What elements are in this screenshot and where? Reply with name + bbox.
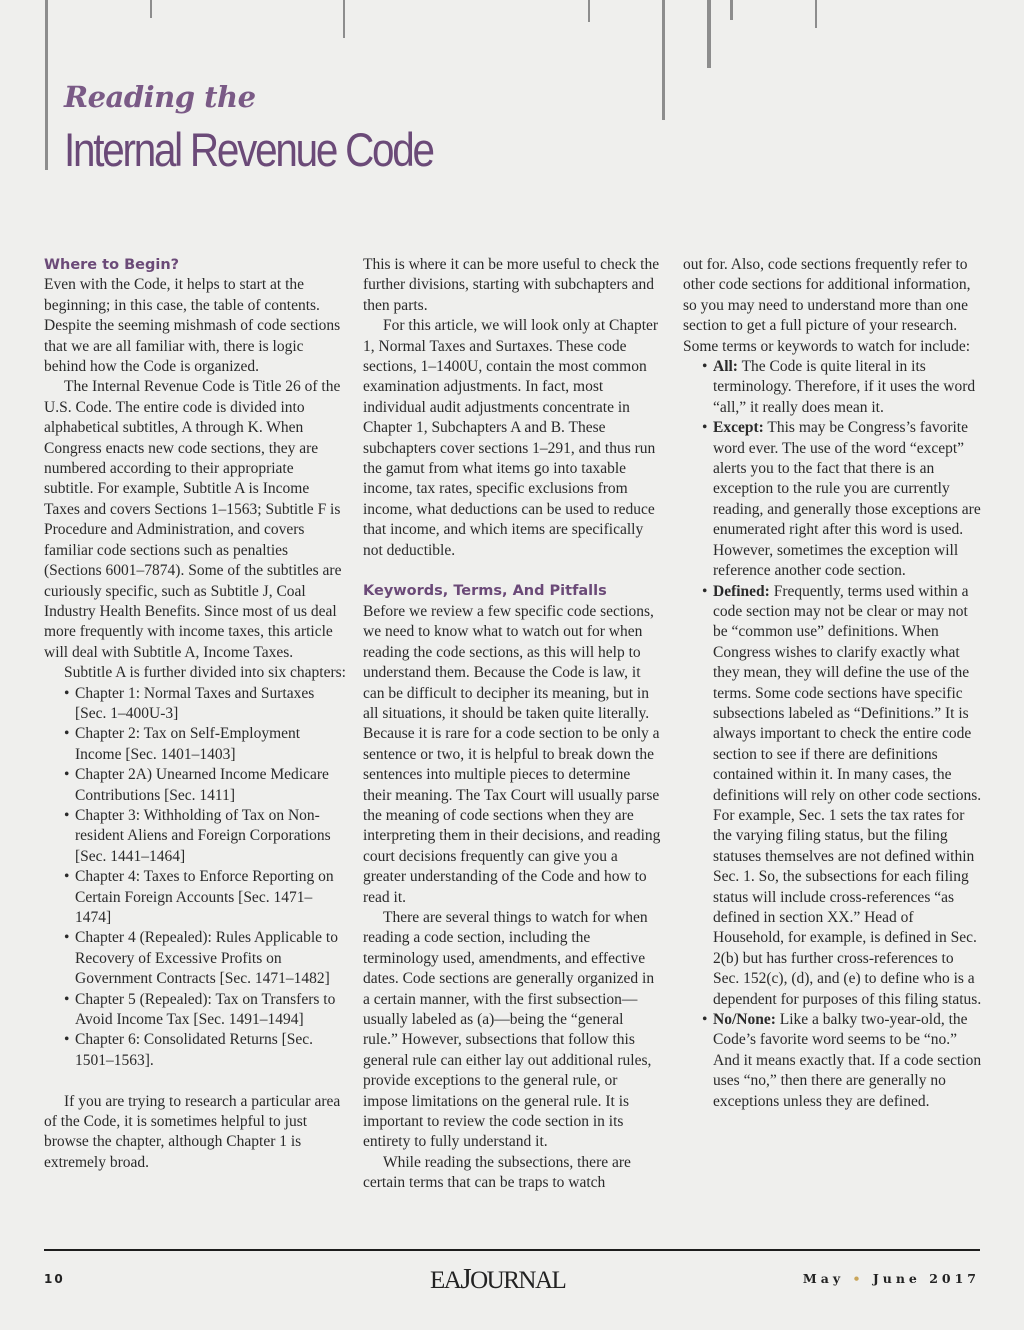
section-heading: Where to Begin? xyxy=(44,257,180,273)
paragraph: For this article, we will look only at Chapter 1, Normal Taxes and Surtaxes. These code sections, 1–1400U, contain the most common examination adjustments. In fact, most individual audit adjustments concentrate in Chapter 1, Subchapters A and B. These subchapters cover sections 1–291, and thus run the gamut from what items go into taxable income, tax rates, specific exclusions from income, what deductions can be used to reduce that income, and which items are specifically not deductible. xyxy=(363,317,659,559)
list-item: • Chapter 4 (Repealed): Rules Applicable to Recovery of Excessive Profits on Government Contracts [Sec. 1471–1482] xyxy=(44,928,346,989)
paragraph: Before we review a few specific code sections, we need to know what to watch out for when reading the code sections, as this will help to understand them. Because the Code is law, it can be difficult to decipher its meaning, but in all situations, it should be taken quite literally. Because it is rare for a code section to be only a sentence or two, it is helpful to break down the sentences into multiple pieces to determine their meaning. The Tax Court will usually parse the meaning of code sections when they are interpreting them in their decisions, and reading court decisions frequently can give you a greater understanding of the Code and how to read it. xyxy=(363,602,661,906)
list-item: • Chapter 4: Taxes to Enforce Reporting on Certain Foreign Accounts [Sec. 1471–1474] xyxy=(44,867,346,928)
keyword-term: All: xyxy=(713,358,738,376)
keyword-text: Like a balky two-year-old, the Code’s favorite word seems to be “no.” And it means exactly that. If a code section uses “no,” then there are generally no exceptions unless they are defined. xyxy=(713,1011,982,1110)
paragraph: If you are trying to research a particular area of the Code, it is sometimes helpful to just browse the chapter, although Chapter 1 is extremely broad. xyxy=(44,1092,341,1171)
logo-ea: EA xyxy=(430,1267,461,1294)
chapter-list xyxy=(44,684,346,1072)
list-item xyxy=(683,357,983,418)
keyword-text: Frequently, terms used within a code section may not be clear or may not be “common use” definitions. When Congress wishes to clarify exactly what they mean, they will define the use of the terms. Some code sections have specific subsections labeled as “Definitions.” It is always important to check the entire code section to see if there are definitions contained within it. In many cases, the definitions will rely on other code sections. For example, Sec. 1 sets the tax rates for the varying filing status, but the filing statuses themselves are not defined within Sec. 1. So, the subsections for each filing status will include cross-references “as defined in section XX.” Head of Household, for example, is defined in Sec. 2(b) but has further cross-references to Sec. 152(c), (d), and (e) to define who is a dependent for purposes of this filing status. xyxy=(713,582,982,1008)
list-item: • Chapter 5 (Repealed): Tax on Transfers to Avoid Income Tax [Sec. 1491–1494] xyxy=(44,990,346,1031)
paragraph: While reading the subsections, there are certain terms that can be traps to watch xyxy=(363,1153,631,1192)
column-1 xyxy=(44,255,346,1173)
paragraph: Subtitle A is further divided into six chapters: xyxy=(64,664,346,682)
paragraph: This is where it can be more useful to check the further divisions, starting with subchapters and then parts. xyxy=(363,256,660,314)
list-item: • Chapter 6: Consolidated Returns [Sec. 1501–1563]. xyxy=(44,1030,346,1071)
logo-j: J xyxy=(460,1263,471,1295)
list-item xyxy=(683,582,983,1011)
list-item: • Chapter 3: Withholding of Tax on Non-resident Aliens and Foreign Corporations [Sec. 1441–1464] xyxy=(44,806,346,867)
spacer xyxy=(44,1071,346,1091)
paragraph: out for. Also, code sections frequently refer to other code sections for additional information, so you may need to understand more than one section to get a full picture of your research. Some terms or keywords to watch for include: xyxy=(683,256,971,355)
decorative-drip xyxy=(150,0,152,18)
list-item: • Chapter 2A) Unearned Income Medicare Contributions [Sec. 1411] xyxy=(44,765,346,806)
keyword-text: The Code is quite literal in its terminology. Therefore, if it uses the word “all,” it really does mean it. xyxy=(713,358,976,416)
paragraph: There are several things to watch for when reading a code section, including the terminology used, amendments, and effective dates. Code sections are generally organized in a certain manner, with the first subsection—usually labeled as (a)—being the “general rule.” However, subsections that follow this general rule can either lay out additional rules, provide exceptions to the general rule, or impose limitations on the general rule. It is important to review the code section in its entirety to fully understand it. xyxy=(363,908,655,1151)
logo-rest: OURNAL xyxy=(470,1267,566,1294)
date-separator: • xyxy=(852,1271,865,1286)
date-month: May xyxy=(802,1271,845,1286)
keyword-list xyxy=(683,357,983,1112)
list-item xyxy=(683,418,983,581)
paragraph: The Internal Revenue Code is Title 26 of the U.S. Code. The entire code is divided into alphabetical subtitles, A through K. When Congress enacts new code sections, they are numbered according to their appropriate subtitle. For example, Subtitle A is Income Taxes and covers Sections 1–1563; Subtitle F is Procedure and Administration, and covers familiar code sections such as penalties (Sections 6001–7874). Some of the subtitles are curiously specific, such as Subtitle J, Coal Industry Health Benefits. Since most of us deal more frequently with income taxes, this article will deal with Subtitle A, Income Taxes. xyxy=(44,378,342,661)
column-3 xyxy=(683,255,983,1112)
issue-date xyxy=(803,1271,980,1286)
decorative-drip xyxy=(588,0,590,22)
section-heading: Keywords, Terms, And Pitfalls xyxy=(363,583,607,600)
decorative-drip xyxy=(730,0,733,20)
keyword-term: Except: xyxy=(713,419,764,437)
title-kicker: Reading the xyxy=(64,80,256,114)
keyword-term: No/None: xyxy=(713,1011,776,1029)
keyword-term: Defined: xyxy=(713,582,770,600)
decorative-drip xyxy=(815,0,817,28)
paragraph: Even with the Code, it helps to start at the beginning; in this case, the table of contents. Despite the seeming mishmash of code sections that we are all familiar with, there is logic behind how the Code is organized. xyxy=(44,276,341,376)
page-title: Internal Revenue Code xyxy=(64,123,433,176)
page-number: 10 xyxy=(44,1272,65,1286)
list-item xyxy=(683,1010,983,1112)
keyword-text: This may be Congress’s favorite word ever. The use of the word “except” alerts you to the fact that there is an exception to the rule you are currently reading, and generally those exceptions are enumerated right after this word is used. However, sometimes the exception will reference another code section. xyxy=(713,419,981,580)
decorative-drip xyxy=(343,0,345,38)
footer-rule xyxy=(44,1249,980,1251)
journal-logo xyxy=(430,1263,565,1296)
list-item: • Chapter 2: Tax on Self-Employment Income [Sec. 1401–1403] xyxy=(44,724,346,765)
spacer xyxy=(363,561,661,581)
column-2 xyxy=(363,255,661,1194)
list-item: • Chapter 1: Normal Taxes and Surtaxes [Sec. 1–400U-3] xyxy=(44,684,346,725)
decorative-drip xyxy=(707,0,711,68)
decorative-drip xyxy=(45,0,48,170)
date-rest: June 2017 xyxy=(872,1271,980,1286)
decorative-drip xyxy=(662,0,665,120)
